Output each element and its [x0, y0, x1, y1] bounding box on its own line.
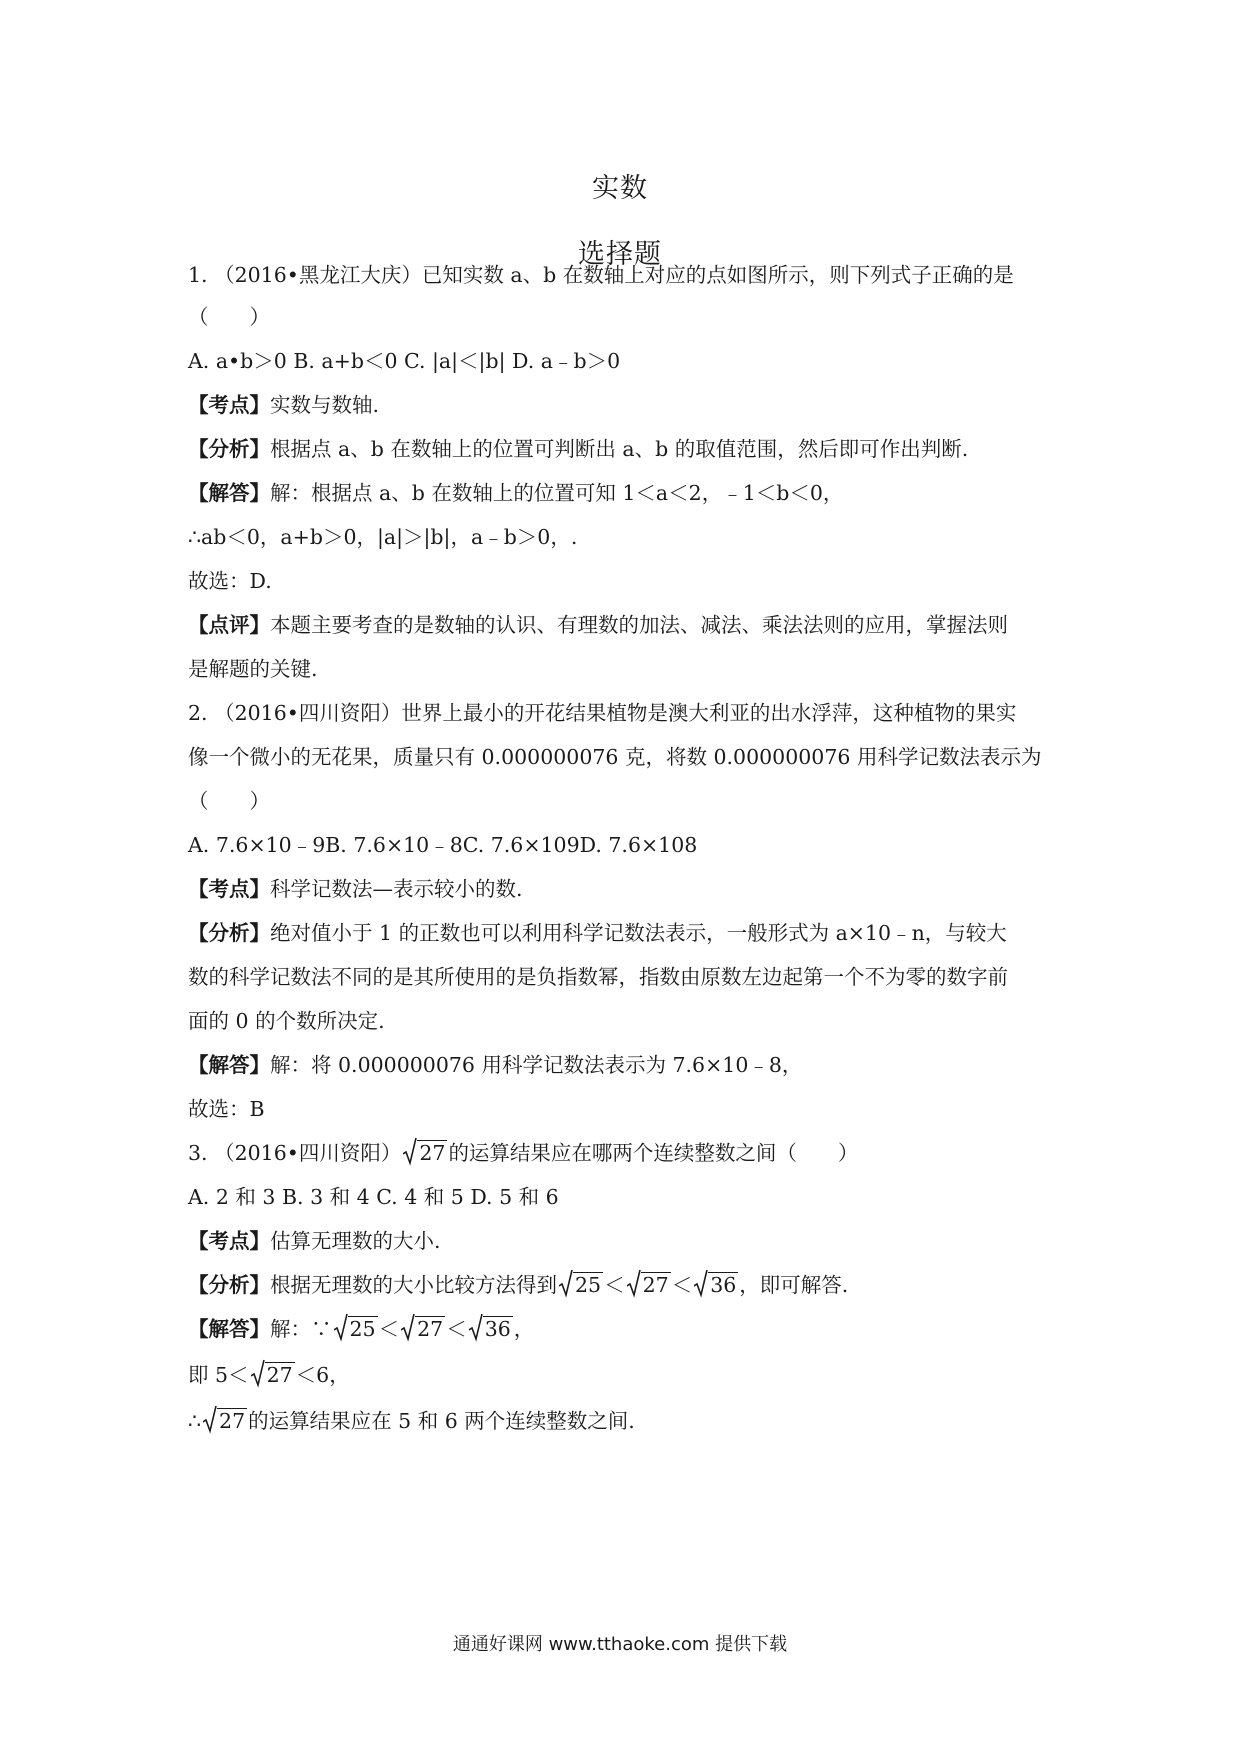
radical-sign-icon: [251, 1358, 265, 1388]
kaodian-text: 科学记数法—表示较小的数.: [270, 877, 523, 901]
radicand: 27: [266, 1363, 293, 1387]
radical-sign-icon: [403, 1136, 417, 1166]
less-than: ＜: [378, 1317, 400, 1341]
radicand: 36: [484, 1317, 511, 1341]
fenxi-tag: 【分析】: [188, 1273, 270, 1297]
comma: ，: [513, 1317, 535, 1341]
q1-jieda: [188, 478, 843, 508]
kaodian-text: 估算无理数的大小.: [270, 1229, 441, 1253]
conclusion-pre: ∴: [188, 1409, 202, 1433]
q3-ji: [188, 1360, 350, 1390]
sqrt-27: [403, 1138, 447, 1166]
q1-stem-line2: （ ）: [188, 305, 270, 329]
q3-options: A. 2 和 3 B. 3 和 4 C. 4 和 5 D. 5 和 6: [188, 1185, 559, 1209]
q3-stem: [188, 1138, 858, 1168]
radical-sign-icon: [203, 1404, 217, 1434]
ji-post: ＜6，: [295, 1363, 350, 1387]
jieda-text: 解：将 0.000000076 用科学记数法表示为 7.6×10﹣8，: [270, 1053, 803, 1077]
fenxi-tag: 【分析】: [188, 921, 270, 945]
jieda-tag: 【解答】: [188, 1053, 270, 1077]
q2-kaodian: [188, 874, 523, 904]
sqrt-27: [203, 1406, 247, 1434]
radicand: 27: [417, 1317, 444, 1341]
radical-sign-icon: [694, 1268, 708, 1298]
section-title: 选择题: [578, 239, 662, 270]
sqrt-27: [627, 1270, 671, 1298]
kaodian-tag: 【考点】: [188, 877, 270, 901]
fenxi-text: 绝对值小于 1 的正数也可以利用科学记数法表示，一般形式为 a×10﹣n，与较大: [270, 921, 1007, 945]
q3-stem-pre: 3. （2016•四川资阳）: [188, 1141, 402, 1165]
page-title: 实数: [592, 173, 648, 204]
radicand: 25: [349, 1317, 376, 1341]
kaodian-text: 实数与数轴.: [270, 393, 380, 417]
q1-options: A. a•b＞0 B. a+b＜0 C. |a|＜|b| D. a﹣b＞0: [188, 349, 621, 373]
q3-jieda: [188, 1314, 534, 1344]
q1-kaodian: [188, 390, 379, 420]
jieda-tag: 【解答】: [188, 481, 270, 505]
q3-kaodian: [188, 1226, 441, 1256]
sqrt-25: [334, 1314, 378, 1342]
sqrt-27: [251, 1360, 295, 1388]
sqrt-27: [401, 1314, 445, 1342]
radical-sign-icon: [627, 1268, 641, 1298]
radical-sign-icon: [469, 1312, 483, 1342]
q1-dianping: [188, 610, 1008, 640]
q3-conclusion: [188, 1406, 635, 1436]
q2-jieda: [188, 1050, 802, 1080]
kaodian-tag: 【考点】: [188, 1229, 270, 1253]
q2-stem-line2: 像一个微小的无花果，质量只有 0.000000076 克，将数 0.000000076 用科学记数法表示为: [188, 745, 1042, 769]
q1-jieda-line2: ∴ab＜0，a+b＞0，|a|＞|b|，a﹣b＞0，.: [188, 525, 578, 549]
dianping-text: 本题主要考查的是数轴的认识、有理数的加法、减法、乘法法则的应用，掌握法则: [270, 613, 1008, 637]
q2-fenxi-line2: 数的科学记数法不同的是其所使用的是负指数幂，指数由原数左边起第一个不为零的数字前: [188, 965, 1008, 989]
page-footer: 通通好课网 www.tthaoke.com 提供下载: [452, 1634, 788, 1655]
q2-fenxi: [188, 918, 1007, 948]
fenxi-tag: 【分析】: [188, 437, 270, 461]
less-than: ＜: [671, 1273, 693, 1297]
sqrt-36: [694, 1270, 738, 1298]
radical-sign-icon: [401, 1312, 415, 1342]
fenxi-post: ，即可解答.: [739, 1273, 849, 1297]
radicand: 27: [219, 1409, 246, 1433]
radicand: 27: [642, 1273, 669, 1297]
radicand: 25: [575, 1273, 602, 1297]
q3-stem-post: 的运算结果应在哪两个连续整数之间（ ）: [448, 1141, 859, 1165]
jieda-tag: 【解答】: [188, 1317, 270, 1341]
fenxi-text: 根据点 a、b 在数轴上的位置可判断出 a、b 的取值范围，然后即可作出判断.: [270, 437, 969, 461]
radical-sign-icon: [334, 1312, 348, 1342]
jieda-pre: 解：∵: [270, 1317, 332, 1341]
q2-answer: 故选：B: [188, 1097, 265, 1121]
sqrt-25: [559, 1270, 603, 1298]
jieda-text: 解：根据点 a、b 在数轴上的位置可知 1＜a＜2，﹣1＜b＜0，: [270, 481, 844, 505]
less-than: ＜: [604, 1273, 625, 1297]
q1-dianping-line2: 是解题的关键.: [188, 657, 318, 681]
fenxi-pre: 根据无理数的大小比较方法得到: [270, 1273, 557, 1297]
radicand: 27: [419, 1141, 446, 1165]
q1-answer: 故选：D.: [188, 569, 272, 593]
q1-stem-line1: 1. （2016•黑龙江大庆）已知实数 a、b 在数轴上对应的点如图所示，则下列式子正确的是: [188, 263, 1014, 287]
kaodian-tag: 【考点】: [188, 393, 270, 417]
radical-sign-icon: [559, 1268, 573, 1298]
conclusion-post: 的运算结果应在 5 和 6 两个连续整数之间.: [248, 1409, 635, 1433]
sqrt-36: [469, 1314, 513, 1342]
dianping-tag: 【点评】: [188, 613, 270, 637]
q3-fenxi: [188, 1270, 848, 1300]
less-than: ＜: [446, 1317, 467, 1341]
q2-stem-line3: （ ）: [188, 789, 270, 813]
q2-fenxi-line3: 面的 0 的个数所决定.: [188, 1009, 385, 1033]
q2-options: A. 7.6×10﹣9B. 7.6×10﹣8C. 7.6×109D. 7.6×108: [188, 833, 698, 857]
q1-fenxi: [188, 434, 968, 464]
q2-stem-line1: 2. （2016•四川资阳）世界上最小的开花结果植物是澳大利亚的出水浮萍，这种植物的果实: [188, 701, 1017, 725]
radicand: 36: [710, 1273, 737, 1297]
ji-pre: 即 5＜: [188, 1363, 249, 1387]
